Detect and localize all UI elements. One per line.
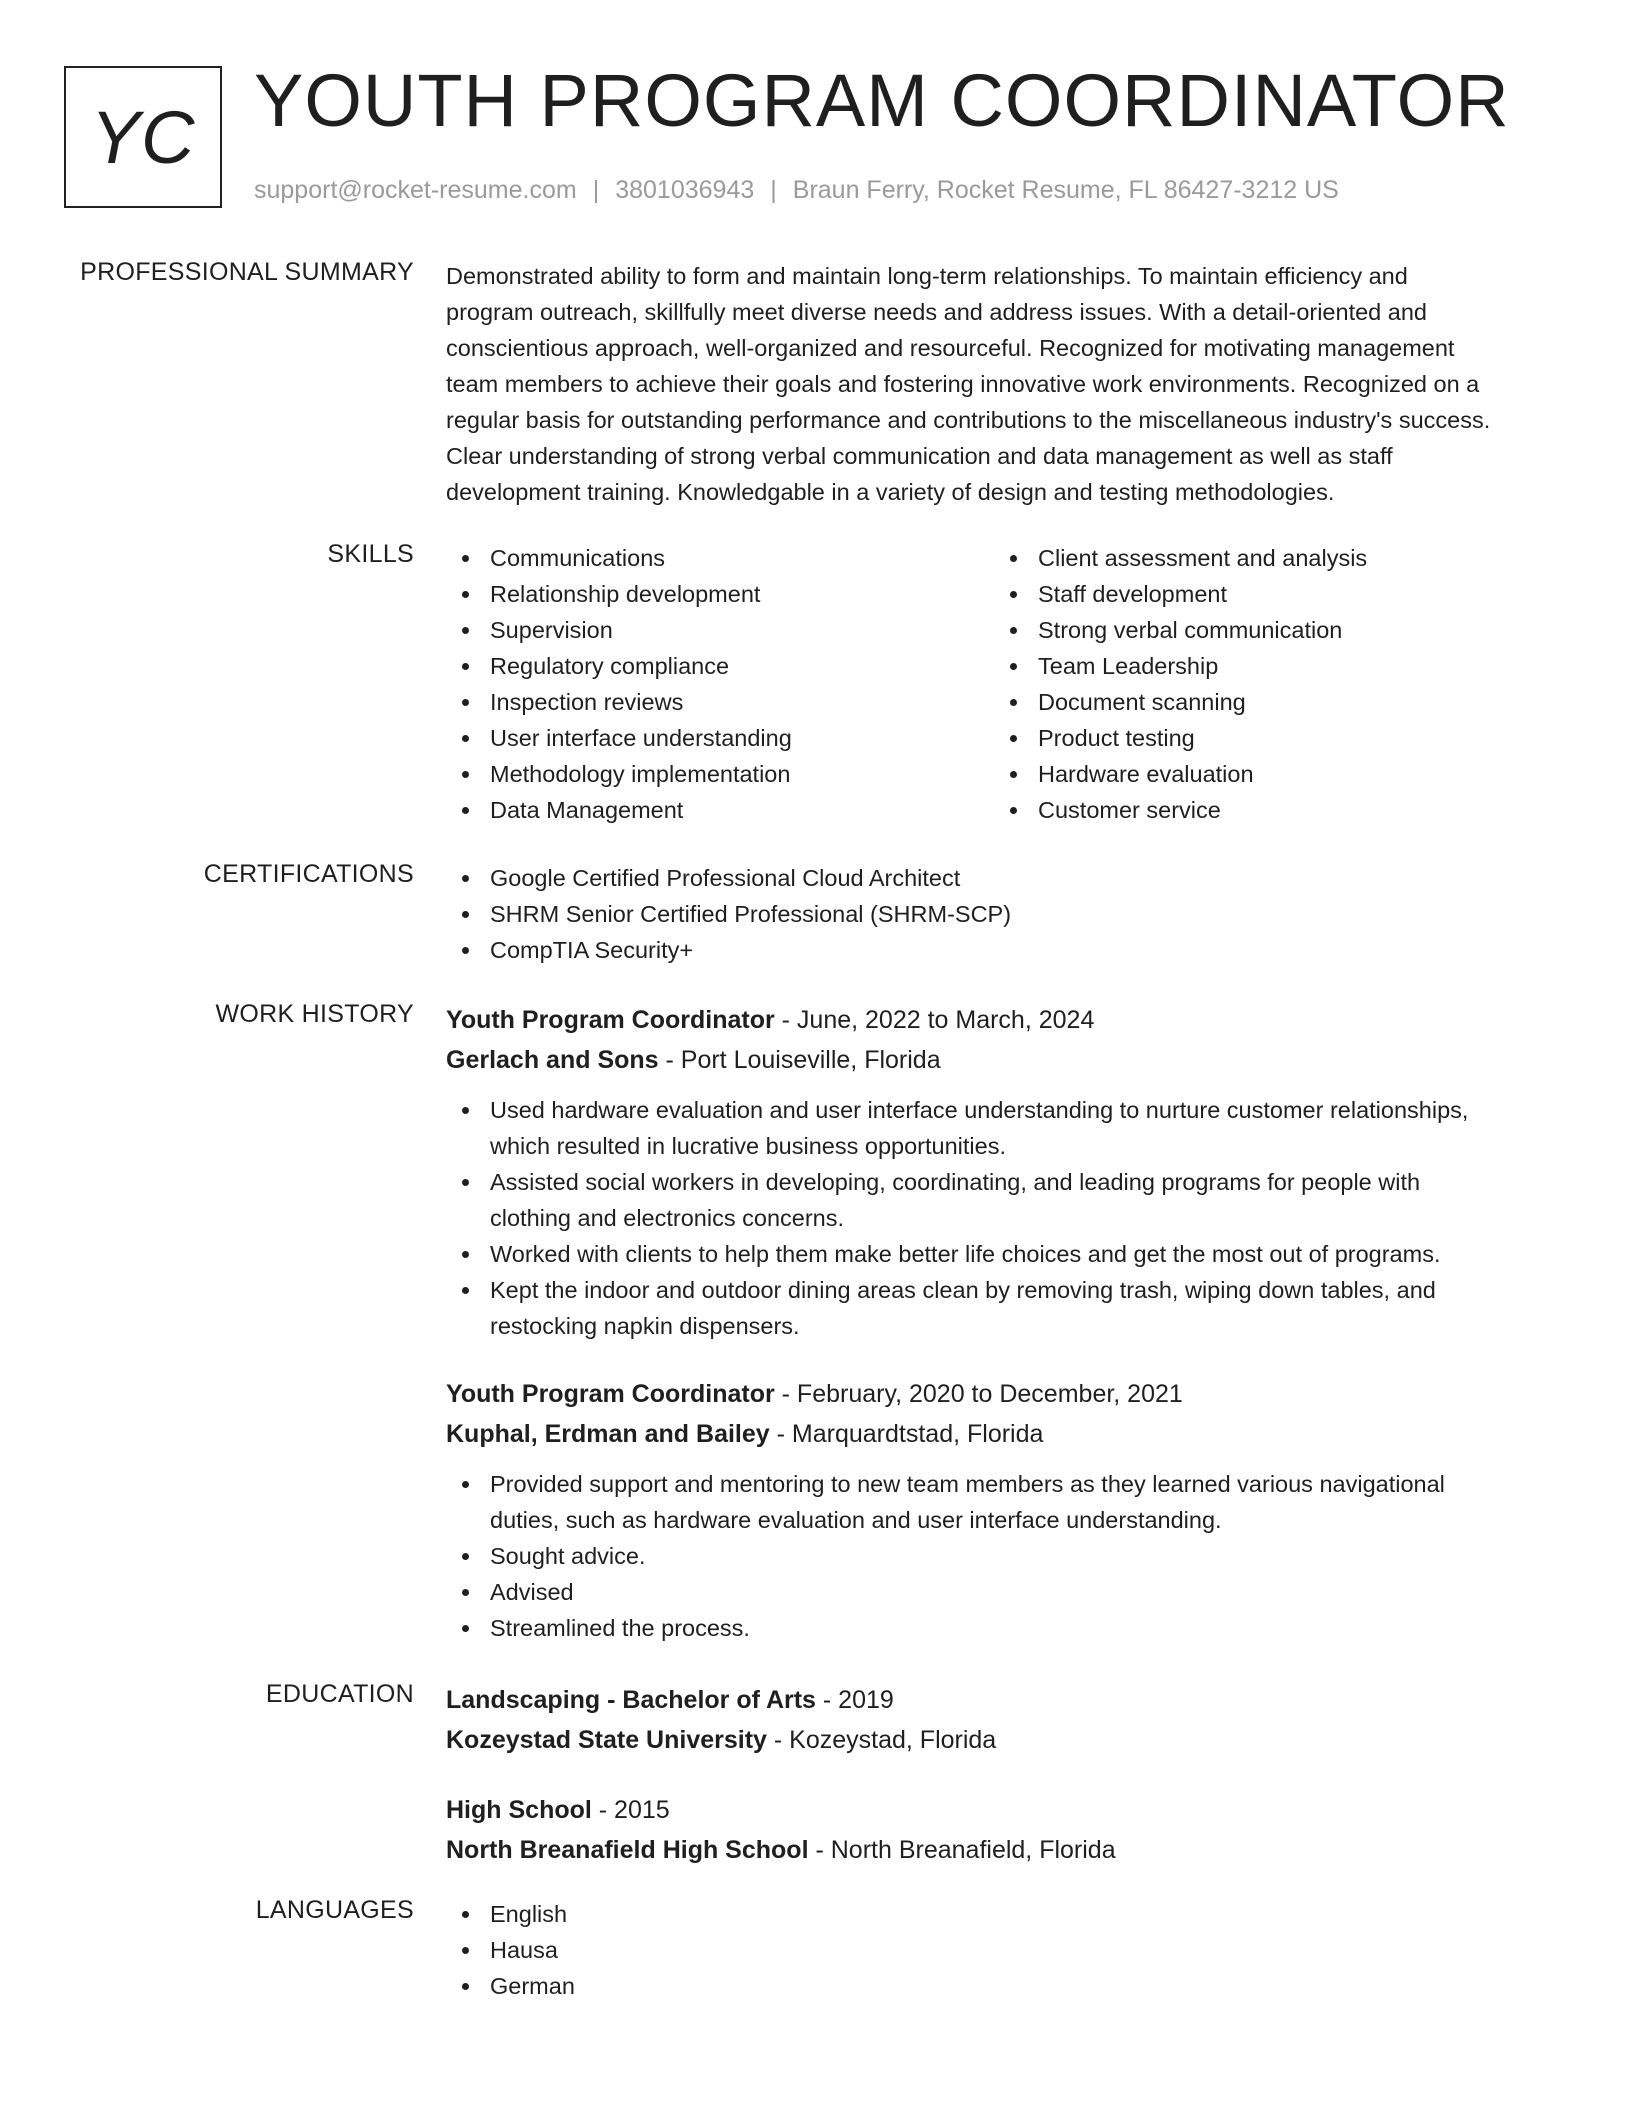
job-company-line [446,1414,1564,1454]
list-item: Methodology implementation [446,756,994,792]
education-school: North Breanafield High School [446,1836,809,1864]
education-year: - 2019 [815,1686,894,1714]
list-item: Product testing [994,720,1542,756]
education-entry [446,1680,1564,1760]
list-item: Supervision [446,612,994,648]
list-item: Regulatory compliance [446,648,994,684]
list-item: Hardware evaluation [994,756,1542,792]
bullet-line: Worked with clients to help them make better life choices and get the most out of programs. [490,1241,1441,1267]
certifications-list [446,860,1564,968]
education-school-line [446,1720,1564,1760]
list-item [446,1236,1564,1272]
education-location: - Kozeystad, Florida [766,1726,997,1754]
list-item: Google Certified Professional Cloud Architect [446,860,1564,896]
list-item: Document scanning [994,684,1542,720]
job-dates: - February, 2020 to December, 2021 [774,1380,1183,1408]
list-item: Team Leadership [994,648,1542,684]
list-item [446,1092,1564,1164]
list-item: English [446,1896,1564,1932]
education-degree: High School [446,1796,592,1824]
contact-line [254,176,1339,205]
bullet-line: restocking napkin dispensers. [490,1313,800,1339]
list-item [446,1574,1564,1610]
list-item [446,1272,1564,1344]
contact-separator: | [592,176,600,204]
list-item [446,1610,1564,1646]
monogram-initials: YC [90,95,196,179]
section-label-skills: SKILLS [327,540,414,568]
education-degree-line [446,1680,1564,1720]
section-label-work: WORK HISTORY [215,1000,414,1028]
list-item: Relationship development [446,576,994,612]
job-company: Gerlach and Sons [446,1046,659,1074]
section-label-languages: LANGUAGES [255,1896,414,1924]
education-degree: Landscaping - Bachelor of Arts [446,1686,816,1714]
summary-line: conscientious approach, well-organized and resourceful. Recognized for motivating management [446,335,1455,361]
education-year: - 2015 [591,1796,670,1824]
bullet-line: Assisted social workers in developing, coordinating, and leading programs for people with [490,1169,1421,1195]
list-item: User interface understanding [446,720,994,756]
education-location: - North Breanafield, Florida [808,1836,1116,1864]
job-entry [446,1374,1564,1646]
contact-email[interactable]: support@rocket-resume.com [254,176,577,204]
list-item [446,1538,1564,1574]
bullet-line: Sought advice. [490,1543,646,1569]
education-school: Kozeystad State University [446,1726,767,1754]
job-entry [446,1000,1564,1344]
bullet-line: clothing and electronics concerns. [490,1205,845,1231]
languages-list [446,1896,1564,2004]
education-school-line [446,1830,1564,1870]
bullet-line: Provided support and mentoring to new team members as they learned various navigational [490,1471,1445,1497]
list-item: SHRM Senior Certified Professional (SHRM-SCP) [446,896,1564,932]
list-item: Staff development [994,576,1542,612]
list-item: Hausa [446,1932,1564,1968]
contact-phone[interactable]: 3801036943 [615,176,755,204]
job-bullets [446,1466,1564,1646]
certifications-content [446,860,1564,968]
job-dates: - June, 2022 to March, 2024 [774,1006,1095,1034]
list-item: Strong verbal communication [994,612,1542,648]
section-label-education: EDUCATION [265,1680,414,1708]
job-company-line [446,1040,1564,1080]
bullet-line: Used hardware evaluation and user interface understanding to nurture customer relationships, [490,1097,1469,1123]
job-bullets [446,1092,1564,1344]
list-item: German [446,1968,1564,2004]
bullet-line: Advised [490,1579,574,1605]
bullet-line: duties, such as hardware evaluation and user interface understanding. [490,1507,1222,1533]
list-item [446,1466,1564,1538]
skills-columns [446,540,1564,828]
languages-content [446,1896,1564,2004]
summary-line: team members to achieve their goals and fostering innovative work environments. Recognized on a [446,371,1480,397]
bullet-line: Kept the indoor and outdoor dining areas clean by removing trash, wiping down tables, and [490,1277,1436,1303]
job-company: Kuphal, Erdman and Bailey [446,1420,770,1448]
job-location: - Marquardtstad, Florida [769,1420,1044,1448]
job-title: Youth Program Coordinator [446,1006,775,1034]
section-label-summary: PROFESSIONAL SUMMARY [80,258,414,286]
page-title: YOUTH PROGRAM COORDINATOR [254,59,1510,142]
list-item: Customer service [994,792,1542,828]
job-title: Youth Program Coordinator [446,1380,775,1408]
job-title-line [446,1374,1564,1414]
summary-text [446,258,1564,510]
summary-line: development training. Knowledgable in a variety of design and testing methodologies. [446,479,1335,505]
skills-list-right [994,540,1542,828]
summary-line: regular basis for outstanding performance and contributions to the miscellaneous industry's success. [446,407,1491,433]
bullet-line: Streamlined the process. [490,1615,750,1641]
contact-address: Braun Ferry, Rocket Resume, FL 86427-3212 US [792,176,1339,204]
monogram-box [64,66,222,208]
list-item [446,1164,1564,1236]
education-degree-line [446,1790,1564,1830]
job-location: - Port Louiseville, Florida [658,1046,941,1074]
skills-list-left [446,540,994,828]
summary-line: program outreach, skillfully meet diverse needs and address issues. With a detail-oriented and [446,299,1427,325]
list-item: Communications [446,540,994,576]
list-item: CompTIA Security+ [446,932,1564,968]
contact-separator: | [770,176,777,204]
education-entry [446,1790,1564,1870]
section-label-certifications: CERTIFICATIONS [203,860,414,888]
bullet-line: which resulted in lucrative business opportunities. [490,1133,1006,1159]
job-title-line [446,1000,1564,1040]
summary-line: Demonstrated ability to form and maintain long-term relationships. To maintain efficiency and [446,263,1408,289]
list-item: Client assessment and analysis [994,540,1542,576]
list-item: Data Management [446,792,994,828]
list-item: Inspection reviews [446,684,994,720]
summary-line: Clear understanding of strong verbal communication and data management as well as staff [446,443,1393,469]
